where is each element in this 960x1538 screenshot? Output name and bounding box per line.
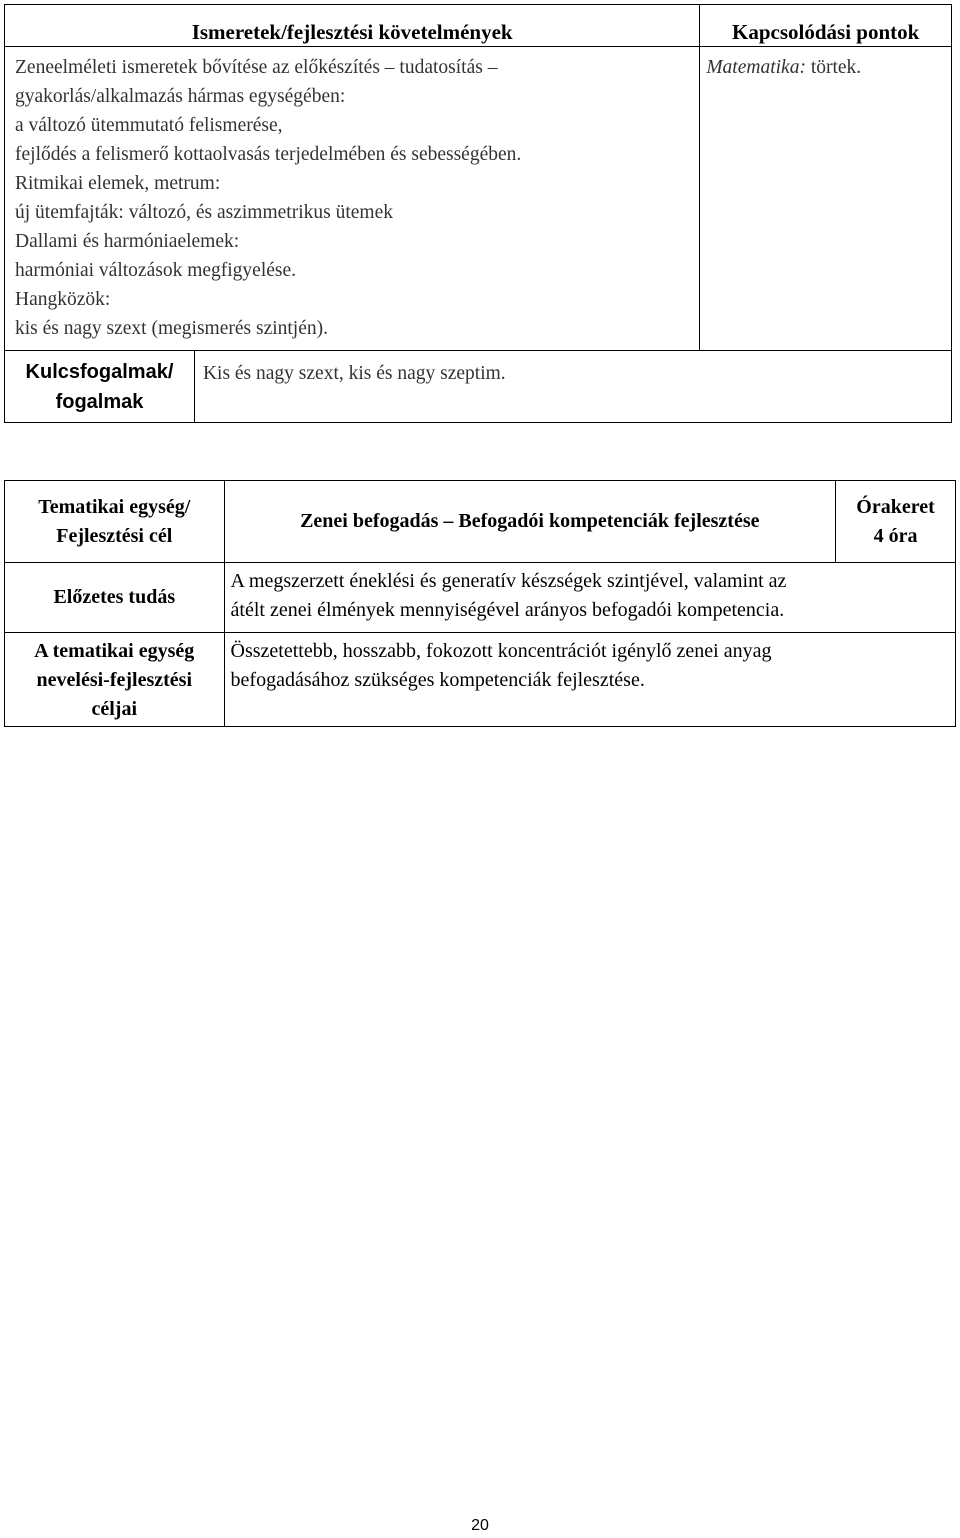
col-header-right: Kapcsolódási pontok — [700, 5, 952, 47]
requirements-line: Ritmikai elemek, metrum: — [15, 173, 221, 195]
connections-cell — [700, 47, 952, 351]
thematic-unit-table — [4, 480, 956, 727]
goals-value: Összetettebb, hosszabb, fokozott koncentrációt igénylő zenei anyag befogadásához szükséges kompetenciák fejlesztése. — [224, 633, 955, 727]
hours-value: 4 óra — [873, 524, 918, 547]
goals-label: A tematikai egység nevelési-fejlesztési céljai — [5, 633, 225, 727]
requirements-line: harmóniai változások megfigyelése. — [15, 260, 297, 282]
requirements-line: Dallami és harmóniaelemek: — [15, 231, 240, 253]
page-number: 20 — [471, 1517, 489, 1534]
hours-cell — [836, 481, 956, 563]
requirements-line: fejlődés a felismerő kottaolvasás terjedelmében és sebességében. — [15, 144, 522, 166]
requirements-table — [4, 4, 952, 423]
unit-title: Zenei befogadás – Befogadói kompetenciák fejlesztése — [224, 481, 835, 563]
requirements-cell — [5, 47, 700, 351]
requirements-line: a változó ütemmutató felismerése, — [15, 115, 283, 137]
requirements-line: Hangközök: — [15, 289, 111, 311]
requirements-line: új ütemfajták: változó, és aszimmetrikus ütemek — [15, 202, 393, 224]
unit-label: Tematikai egység/ Fejlesztési cél — [5, 481, 225, 563]
connection-text: törtek. — [805, 57, 862, 79]
connection-subject: Matematika: — [706, 57, 806, 79]
requirements-line: kis és nagy szext (megismerés szintjén). — [15, 318, 328, 340]
prior-knowledge-label: Előzetes tudás — [5, 563, 225, 633]
key-concepts-value: Kis és nagy szext, kis és nagy szeptim. — [194, 351, 951, 423]
key-concepts-label: Kulcsfogalmak/ fogalmak — [5, 351, 195, 423]
prior-knowledge-value: A megszerzett éneklési és generatív készségek szintjével, valamint az átélt zenei élmények mennyiségével arányos befogadói kompetencia. — [224, 563, 955, 633]
col-header-left: Ismeretek/fejlesztési követelmények — [5, 5, 700, 47]
requirements-line: Zeneelméleti ismeretek bővítése az előkészítés – tudatosítás – — [15, 57, 498, 79]
hours-label: Órakeret — [856, 495, 935, 518]
requirements-line: gyakorlás/alkalmazás hármas egységében: — [15, 86, 346, 108]
